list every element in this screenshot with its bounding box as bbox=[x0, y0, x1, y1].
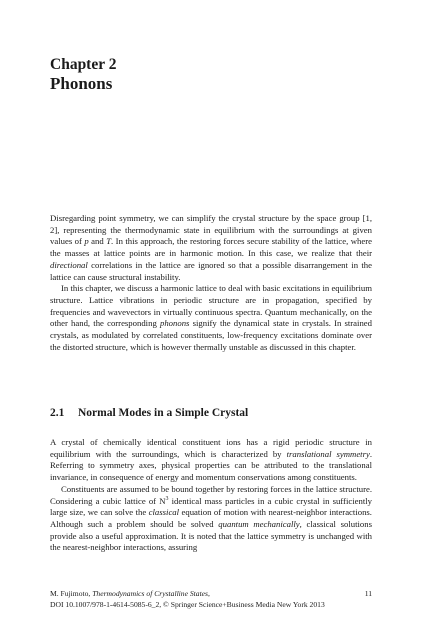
intro-paragraph-2: In this chapter, we discuss a harmonic lattice to deal with basic excitations in equilibrium structure. Lattice vibrations in periodic structure are in propagation, specified by frequencies and wavevectors in virtually continuous spectra. Quantum mechanically, on the other hand, the corresponding phonons signify the dynamical state in crystals. In strained crystals, as modulated by correlated constituents, low-frequency excitations dominate over the distorted structure, which is however thermally unstable as discussed in this chapter. bbox=[50, 283, 372, 352]
section-number: 2.1 bbox=[50, 407, 65, 419]
doi-line: DOI 10.1007/978-1-4614-5085-6_2, © Springer Science+Business Media New York 2013 bbox=[50, 599, 325, 609]
page-footer bbox=[50, 589, 372, 610]
section-body bbox=[50, 437, 372, 554]
chapter-title: Phonons bbox=[50, 74, 113, 93]
section-heading bbox=[50, 406, 248, 420]
intro-paragraph-1: Disregarding point symmetry, we can simplify the crystal structure by the space group [1, 2], representing the thermodynamic state in equilibrium with the surroundings at given values of p and T. In this approach, the restoring forces secure stability of the lattice, where the masses at lattice points are in harmonic motion. In this case, we realize that their directional correlations in the lattice are ignored so that a possible disarrangement in the lattice can cause structural instability. bbox=[50, 213, 372, 282]
chapter-label: Chapter 2 bbox=[50, 56, 117, 73]
citation-line: M. Fujimoto, Thermodynamics of Crystalline States, bbox=[50, 589, 210, 598]
section-title: Normal Modes in a Simple Crystal bbox=[78, 407, 249, 419]
section-paragraph-2: Constituents are assumed to be bound together by restoring forces in the lattice structure. Considering a cubic lattice of $N^3$ identical mass particles in a cubic crystal in sufficiently large size, we can solve the classical equation of motion with nearest-neighbor interactions. Although such a problem should be solved quantum mechanically, classical solutions provide also a useful approximation. It is noted that the lattice symmetry is unchanged with the nearest-neighbor interactions, assuring bbox=[50, 483, 372, 553]
page-number: 11 bbox=[364, 589, 372, 598]
chapter-intro bbox=[50, 213, 372, 353]
section-paragraph-1: A crystal of chemically identical constituent ions has a rigid periodic structure in equilibrium with the surroundings, which is characterized by translational symmetry. Referring to symmetry axes, physical properties can be attributed to the translational invariance, in consequence of energy and momentum conservations among constituents. bbox=[50, 437, 373, 483]
